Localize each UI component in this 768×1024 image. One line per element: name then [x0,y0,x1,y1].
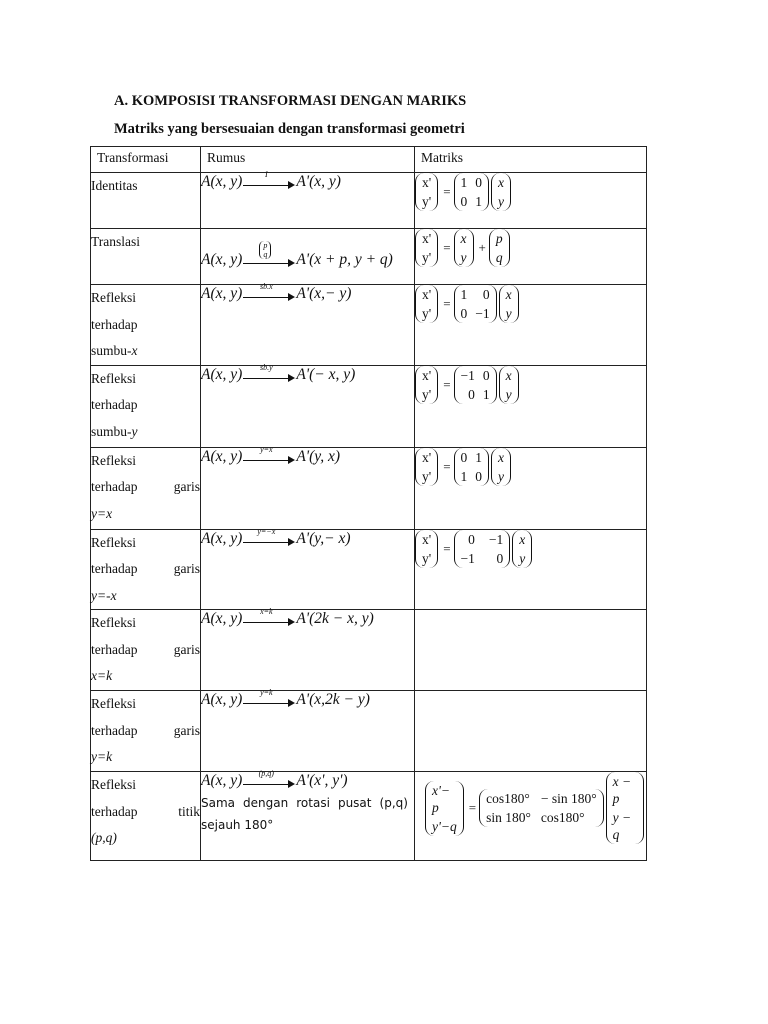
arrow-label: x=k [260,607,273,616]
formula-lhs: A(x, y) [201,529,243,547]
row-formula [201,607,415,691]
mapping-arrow [243,362,295,384]
table-row [91,365,647,447]
formula-rhs: A'(x', y') [296,772,348,789]
mapping-arrow [243,526,295,548]
equals-sign: = [468,800,477,815]
row-matrix [415,772,647,861]
matrix-vector-xy: x y [454,229,474,267]
matrix-vector: x − p y − q [606,772,644,844]
row-name: Refleksi terhadap sumbu-x [91,285,201,366]
formula-rhs: A'(x + p, y + q) [296,251,393,268]
table-row [91,610,647,691]
row-matrix [415,285,647,366]
row-name: Refleksi terhadap sumbu-y [91,365,201,447]
formula-rhs: A'(2k − x, y) [296,610,374,627]
table-row [91,529,647,610]
matrix-lhs: x' y' [415,366,438,404]
mapping-arrow [243,444,295,466]
matrix-rotation: cos180° − sin 180° sin 180° cos180° [479,789,604,827]
mapping-arrow [243,688,295,709]
transformation-table [90,146,647,861]
section-heading: A. KOMPOSISI TRANSFORMASI DENGAN MARIKS [114,93,467,109]
matrix-transform: 1 0 0 −1 [454,285,497,323]
row-name: Refleksi terhadap garis x=k [91,610,201,691]
row-name-text: Translasi [91,234,141,249]
formula-lhs: A(x, y) [201,691,243,708]
table-row [91,285,647,366]
row-matrix [415,365,647,447]
row-name: Refleksi terhadap garis y=-x [91,529,201,610]
row-matrix [415,447,647,529]
rotation-note: Sama dengan rotasi pusat (p,q) sejauh 180° [201,796,408,832]
row-matrix-empty [415,691,647,772]
translation-vector: p q [259,241,271,259]
equals-sign: = [443,184,451,199]
plus-sign: + [478,240,486,255]
formula-rhs: A'(y, x) [296,447,341,465]
mapping-arrow [243,282,295,303]
matrix-transform: 0 1 1 0 [454,448,490,486]
row-formula [201,444,415,529]
matrix-lhs: x' y' [415,448,438,486]
header-transformasi: Transformasi [91,147,201,173]
row-name-text: Identitas [91,178,138,193]
matrix-transform: −1 0 0 1 [454,366,497,404]
table-header-row [91,147,647,173]
mapping-arrow [243,769,295,790]
row-formula [201,229,415,285]
row-name [91,229,201,285]
formula-lhs: A(x, y) [201,447,243,465]
equals-sign: = [443,540,451,556]
row-formula [201,362,415,447]
matrix-lhs: x' y' [415,229,438,267]
matrix-lhs: x' y' [415,285,438,323]
mapping-arrow [243,170,295,191]
arrow-label: y=k [260,688,273,697]
matrix-transform: 0 −1 −1 0 [454,530,511,568]
table-caption: Matriks yang bersesuaian dengan transformasi geometri [114,121,465,137]
matrix-vector: x y [499,366,519,404]
row-formula [201,282,415,366]
arrow-label: sb.y [259,362,273,372]
row-name: Refleksi terhadap titik (p,q) [91,772,201,861]
formula-rhs: A'(x,− y) [296,285,352,302]
equals-sign: = [443,376,451,392]
mapping-arrow [243,241,295,269]
matrix-transform: 1 0 0 1 [454,173,490,211]
formula-rhs: A'(x, y) [296,173,341,190]
formula-lhs: A(x, y) [201,173,243,190]
matrix-lhs: x' y' [415,530,438,568]
matrix-vector-pq: p q [489,229,510,267]
table-row [91,447,647,529]
row-matrix [415,529,647,610]
arrow-label: y=x [260,444,273,454]
equals-sign: = [443,296,451,311]
formula-lhs: A(x, y) [201,772,243,789]
arrow-label: (p,q) [258,769,274,778]
table-row [91,229,647,285]
header-matriks: Matriks [415,147,647,173]
equals-sign: = [443,240,451,255]
row-formula [201,526,415,610]
formula-lhs: A(x, y) [201,365,243,383]
arrow-label: sb.x [259,282,273,291]
row-formula [201,170,415,229]
row-name [91,173,201,229]
row-name: Refleksi terhadap garis y=k [91,691,201,772]
formula-lhs: A(x, y) [201,285,243,302]
row-matrix-empty [415,610,647,691]
arrow-label: I [264,170,268,179]
row-matrix [415,229,647,285]
matrix-vector: x y [499,285,519,323]
formula-rhs: A'(y,− x) [296,529,351,547]
row-matrix [415,173,647,229]
matrix-lhs: x'− p y'−q [425,781,464,836]
header-rumus: Rumus [201,147,415,173]
formula-lhs: A(x, y) [201,251,243,268]
row-formula [201,769,415,861]
equals-sign: = [443,458,451,474]
row-formula [201,688,415,772]
table-row [91,173,647,229]
formula-rhs: A'(− x, y) [296,365,356,383]
matrix-vector: x y [491,173,511,211]
matrix-vector: x y [491,448,511,486]
table-row [91,691,647,772]
formula-rhs: A'(x,2k − y) [296,691,370,708]
mapping-arrow [243,607,295,628]
row-name: Refleksi terhadap garis y=x [91,447,201,529]
formula-lhs: A(x, y) [201,610,243,627]
arrow-label: y=−x [257,526,276,536]
table-row [91,772,647,861]
matrix-vector: x y [512,530,532,568]
matrix-lhs: x' y' [415,173,438,211]
